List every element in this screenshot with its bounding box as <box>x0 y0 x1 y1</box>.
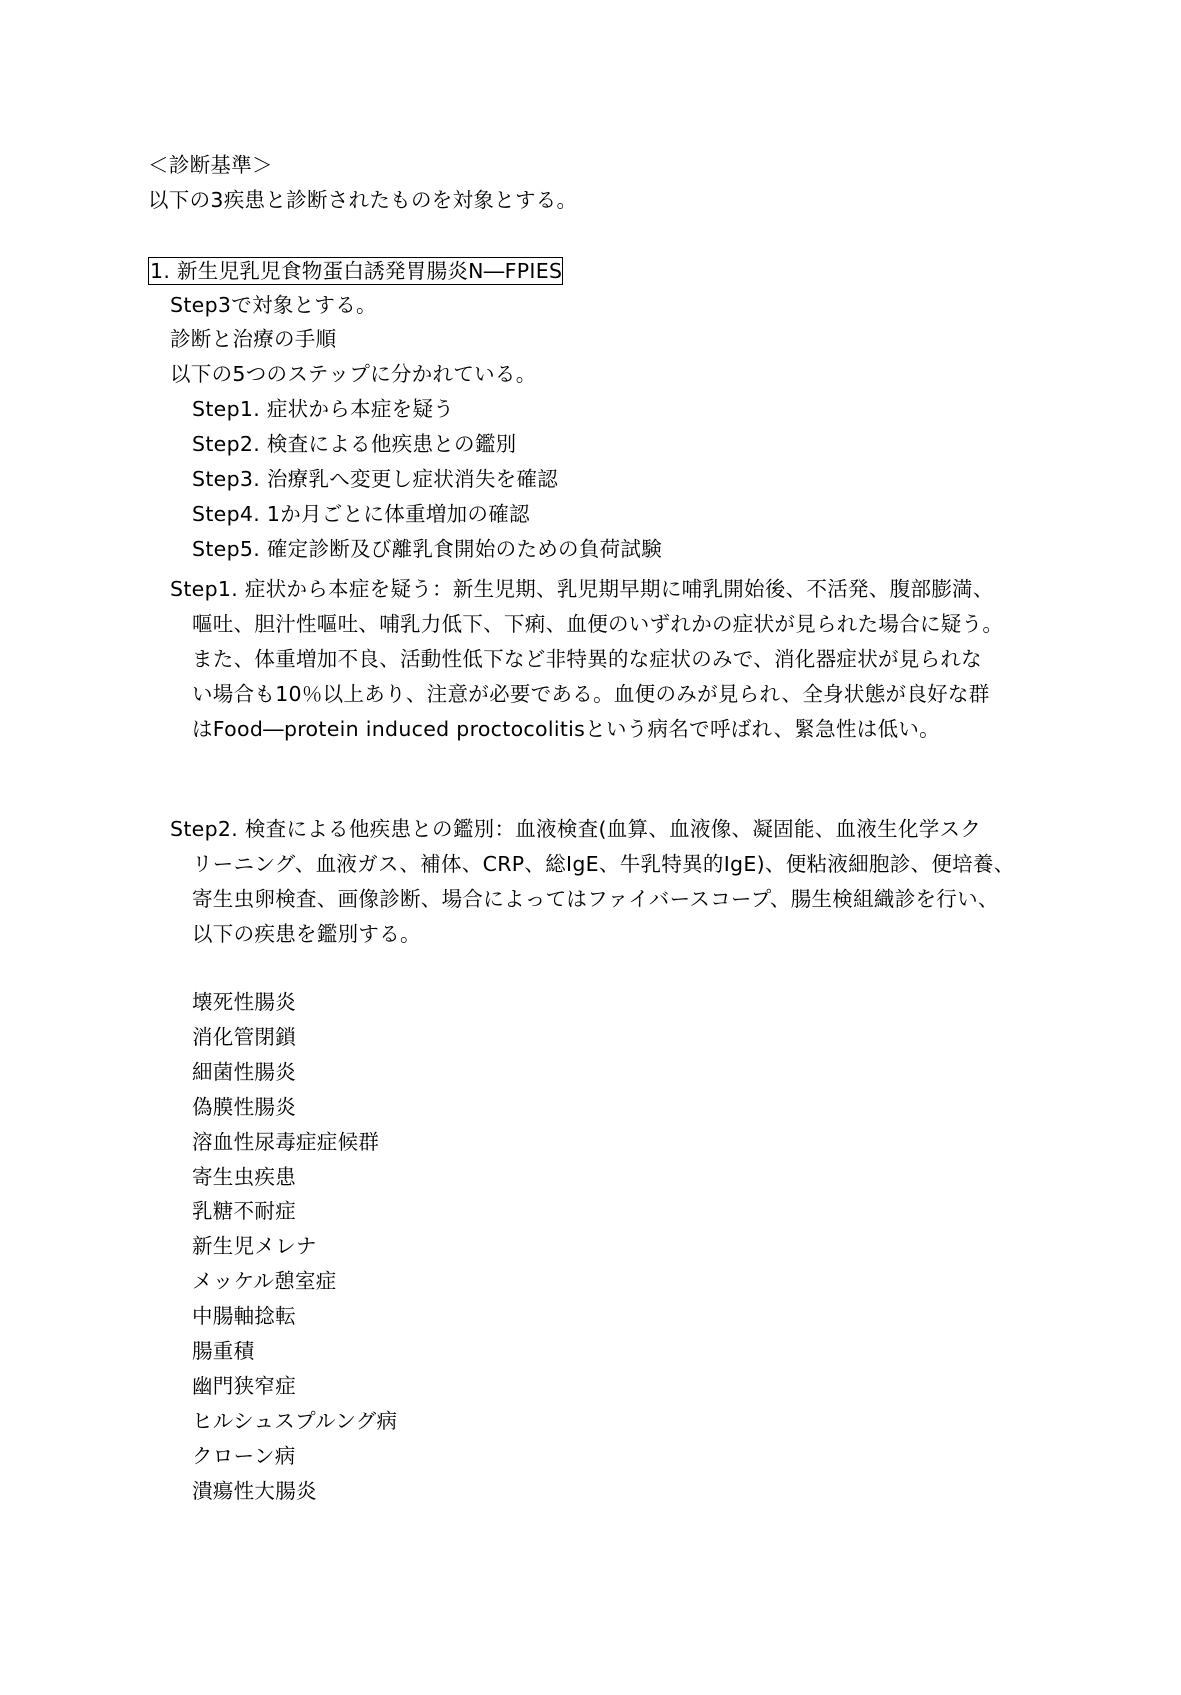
paragraph-line: い場合も10％以上あり、注意が必要である。血便のみが見られ、全身状態が良好な群 <box>192 681 990 706</box>
paragraph-line: 以下の疾患を鑑別する。 <box>192 921 421 946</box>
target-note: Step3で対象とする。 <box>170 293 377 317</box>
paragraph-line: リーニング、血液ガス、補体、CRP、総IgE、牛乳特異的IgE)、便粘液細胞診、便培養、 <box>192 851 1015 876</box>
disease-item: 中腸軸捻転 <box>192 1304 296 1329</box>
step-item: Step5. 確定診断及び離乳食開始のための負荷試験 <box>192 536 663 561</box>
paragraph-line: また、体重増加不良、活動性低下など非特異的な症状のみで、消化器症状が見られな <box>192 646 982 671</box>
disease-item: メッケル憩室症 <box>192 1269 337 1294</box>
disease-item: 乳糖不耐症 <box>192 1199 296 1224</box>
step-item: Step4. 1か月ごとに体重増加の確認 <box>192 501 530 526</box>
disease-item: 潰瘍性大腸炎 <box>192 1478 317 1503</box>
disease-item: 壊死性腸炎 <box>192 990 296 1014</box>
paragraph-line: Step2. 検査による他疾患との鑑別：血液検査(血算、血液像、凝固能、血液生化学スク <box>170 817 982 841</box>
paragraph-line: 嘔吐、胆汁性嘔吐、哺乳力低下、下痢、血便のいずれかの症状が見られた場合に疑う。 <box>192 611 1004 636</box>
step-item: Step3. 治療乳へ変更し症状消失を確認 <box>192 466 559 491</box>
disease-item: 腸重積 <box>192 1339 255 1363</box>
disease-item: 溶血性尿毒症症候群 <box>192 1129 380 1154</box>
paragraph-line: 寄生虫卵検査、画像診断、場合によってはファイバースコープ、腸生検組織診を行い、 <box>192 886 999 911</box>
disease-item: 寄生虫疾患 <box>192 1164 296 1189</box>
disease-item: 幽門狭窄症 <box>192 1373 296 1398</box>
disease-item: 細菌性腸炎 <box>192 1059 296 1084</box>
disease-item: 偽膜性腸炎 <box>192 1094 296 1119</box>
procedure-title: 診断と治療の手順 <box>170 327 337 351</box>
disease-item: 新生児メレナ <box>192 1234 317 1259</box>
paragraph-line: はFood―protein induced proctocolitisという病名で呼ばれ、緊急性は低い。 <box>192 716 940 741</box>
disease-item: クローン病 <box>192 1443 296 1468</box>
paragraph-line: Step1. 症状から本症を疑う：新生児期、乳児期早期に哺乳開始後、不活発、腹部膨満、 <box>170 577 994 601</box>
intro-text: 以下の3疾患と診断されたものを対象とする。 <box>148 188 578 212</box>
steps-intro: 以下の5つのステップに分かれている。 <box>170 362 537 386</box>
step-item: Step2. 検査による他疾患との鑑別 <box>192 431 517 456</box>
section-heading: ＜診断基準＞ <box>148 153 273 177</box>
section-1-title: 1. 新生児乳児食物蛋白誘発胃腸炎N―FPIES <box>150 259 563 283</box>
disease-item: ヒルシュスプルング病 <box>192 1408 398 1433</box>
disease-item: 消化管閉鎖 <box>192 1024 296 1049</box>
step-item: Step1. 症状から本症を疑う <box>192 397 455 421</box>
